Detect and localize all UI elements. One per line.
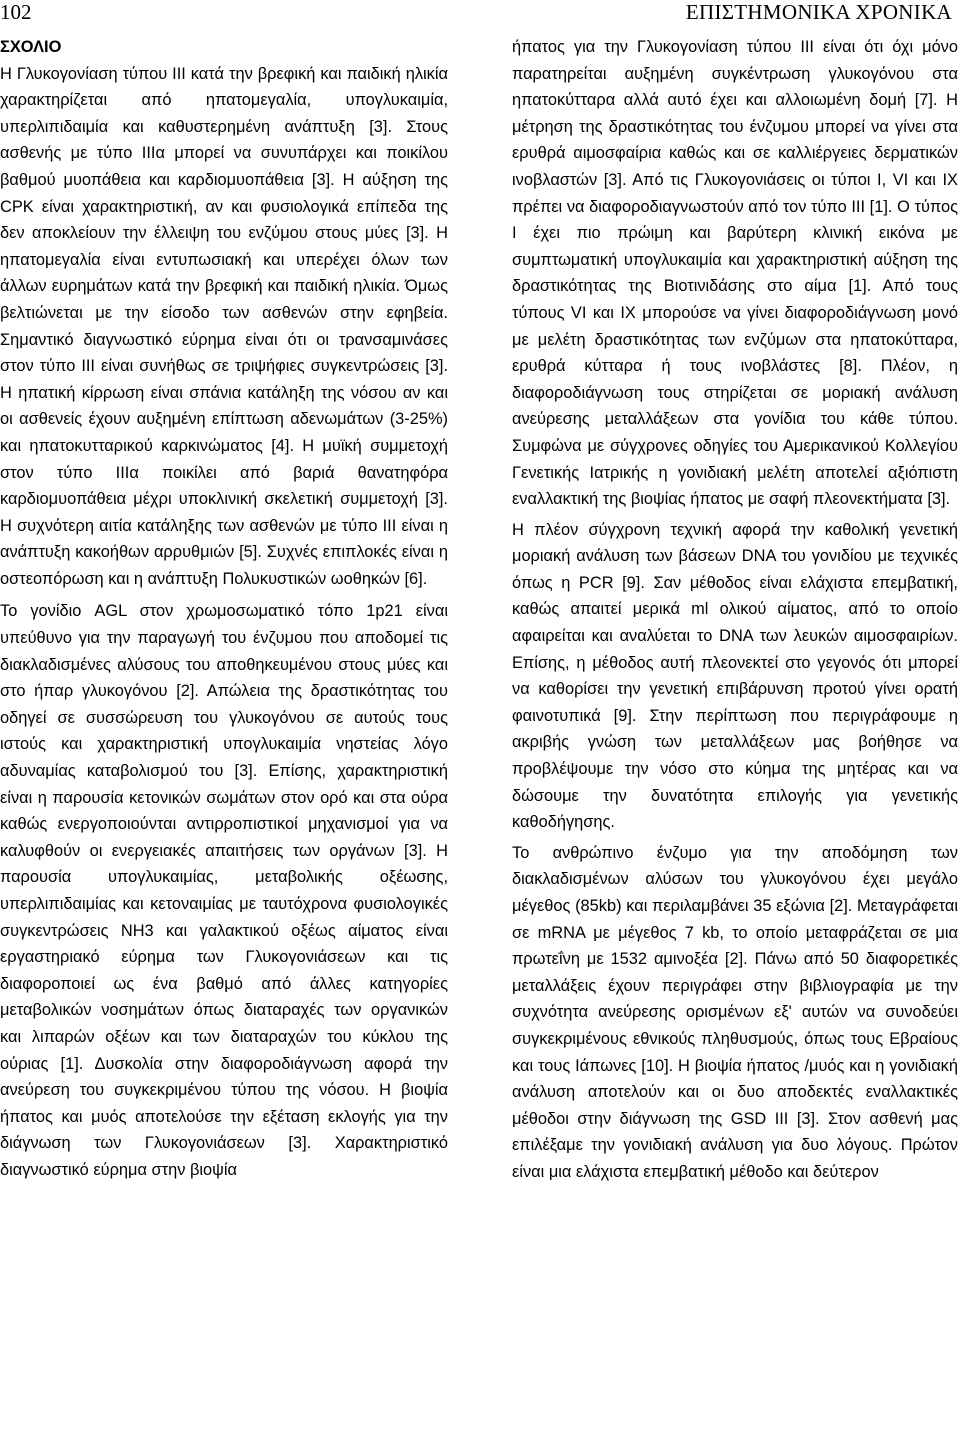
paragraph: Το ανθρώπινο ένζυμο για την αποδόμηση των διακλαδισμένων αλύσων του γλυκογόνου έχει μεγάλο μέγεθος (85kb) και περιλαμβάνει 35 εξώνια [2]. Μεταγράφεται σε mRNA με μέγεθος 7 kb, το οποίο μεταφράζεται σε μια πρωτεΐνη με 1532 αμινοξέα [2]. Πάνω από 50 διαφορετικές μεταλλάξεις έχουν περιγράφει στην βιβλιογραφία με την συχνότητα ανεύρεσης ορισμένων εξ' αυτών να συνοδεύει συγκεκριμένους εθνικούς πληθυσμούς, όπως τους Εβραίους και τους Ιάπωνες [10]. Η βιοψία ήπατος /μυός και η γονιδιακή ανάλυση αποτελούν και οι δυο αποδεκτές εναλλακτικές μέθοδοι στην διάγνωση της GSD III [3]. Στον ασθενή μας επιλέξαμε την γονιδιακή ανάλυση για δυο λόγους. Πρώτον είναι μια ελάχιστα επεμβατική μέθοδο και δεύτερον [512, 843, 958, 1181]
paragraph: Η πλέον σύγχρονη τεχνική αφορά την καθολική γενετική μοριακή ανάλυση των βάσεων DNA του γονιδίου με τεχνικές όπως η PCR [9]. Σαν μέθοδος είναι ελάχιστα επεμβατική, καθώς απαιτεί μερικά ml ολικού αίματος, από το οποίο αφαιρείται και αναλύεται το DNA των λευκών αιμοσφαιρίων. Επίσης, η μέθοδος αυτή πλεονεκτεί στο γεγονός ότι μπορεί να καθορίσει την γενετική επιβάρυνση προτού γίνει ορατή φαινοτυπικά [9]. Στην περίπτωση που περιγράφουμε η ακριβής γνώση των μεταλλάξεων μας βοήθησε να προβλέψουμε την νόσο στο κύημα της μητέρας και να δώσουμε την δυνατότητα επιλογής για γενετικής καθοδήγησης. [512, 520, 958, 832]
left-column [0, 34, 448, 1184]
page-number: 102 [0, 0, 32, 24]
section-heading-comment: ΣΧΟΛΙΟ [0, 38, 62, 56]
paragraph: Η Γλυκογονίαση τύπου ΙΙΙ κατά την βρεφική και παιδική ηλικία χαρακτηρίζεται από ηπατομεγαλία, υπογλυκαιμία, υπερλιπιδαιμία και καθυστερημένη ανάπτυξη [3]. Στους ασθενής με τύπο ΙΙΙα μπορεί να συνυπάρχει και ποικίλου βαθμού μυοπάθεια και καρδιομυοπάθεια [3]. Η αύξηση της CPK είναι χαρακτηριστική, αν και φυσιολογικά επίπεδα της δεν αποκλείουν την έλλειψη του ενζύμου στους μύες [3]. Η ηπατομεγαλία είναι εντυπωσιακή και υπερέχει όλων των άλλων ευρημάτων κατά την βρεφική και παιδική ηλικία. Όμως βελτιώνεται με την είσοδο των ασθενών στην εφηβεία. Σημαντικό διαγνωστικό εύρημα είναι ότι οι τρανσαμινάσες στον τύπο ΙΙΙ είναι συνήθως σε τριψήφιες συγκεντρώσεις [3]. Η ηπατική κίρρωση είναι σπάνια κατάληξη της νόσου αν και οι ασθενείς έχουν αυξημένη επίπτωση αδενωμάτων (3-25%) και ηπατοκυτταρικού καρκινώματος [4]. Η μυϊκή συμμετοχή στον τύπο ΙΙΙα ποικίλει από βαριά θανατηφόρα καρδιομυοπάθεια μέχρι υποκλινική σκελετική συμμετοχή [3]. Η συχνότερη αιτία κατάληξης των ασθενών με τύπο ΙΙΙ είναι η ανάπτυξη κακοήθων αρρυθμιών [5]. Συχνές επιπλοκές είναι η οστεοπόρωση και η ανάπτυξη Πολυκυστικών ωοθηκών [6]. [0, 64, 448, 588]
paragraph: Το γονίδιο AGL στον χρωμοσωματικό τόπο 1p21 είναι υπεύθυνο για την παραγωγή του ένζυμου που αποδομεί τις διακλαδισμένες αλύσους του αποθηκευμένου στους μύες και στο ήπαρ γλυκογόνου [2]. Απώλεια της δραστικότητας του οδηγεί σε συσσώρευση του γλυκογόνου σε αυτούς τους ιστούς και χαρακτηριστική υπογλυκαιμία νηστείας λόγο αδυναμίας καταβολισμού του [3]. Επίσης, χαρακτηριστική είναι η παρουσία κετονικών σωμάτων στον ορό και στα ούρα καθώς ενεργοποιούνται αντιρροπιστικοί μηχανισμοί για να καλυφθούν οι ενεργειακές απαιτήσεις των οργάνων [3]. Η παρουσία υπογλυκαιμίας, μεταβολικής οξέωσης, υπερλιπιδαιμίας και κετοναιμίας με ταυτόχρονα φυσιολογικές συγκεντρώσεις ΝΗ3 και γαλακτικού οξέως αίματος είναι εργαστηριακό εύρημα των Γλυκογονιάσεων και τις διαφοροποιεί ως ένα βαθμό από άλλες κατηγορίες μεταβολικών νοσημάτων όπως διαταραχές των οργανικών και λιπαρών οξέων και των διαταραχών του κύκλου της ούριας [1]. Δυσκολία στην διαφοροδιάγνωση αφορά την ανεύρεση του συγκεκριμένου τύπου της νόσου. Η βιοψία ήπατος και μυός αποτελούσε την εξέταση εκλογής για την διάγνωση των Γλυκογονιάσεων [3]. Χαρακτηριστικό διαγνωστικό εύρημα στην βιοψία [0, 602, 448, 1179]
paragraph: ήπατος για την Γλυκογονίαση τύπου ΙΙΙ είναι ότι όχι μόνο παρατηρείται αυξημένη συγκέντρωση γλυκογόνου στα ηπατοκύτταρα αλλά αυτό έχει και αλλοιωμένη δομή [7]. Η μέτρηση της δραστικότητας του ένζυμου μπορεί να γίνει στα ερυθρά αιμοσφαίρια καθώς και σε καλλιέργειες δερματικών ινοβλαστών [3]. Από τις Γλυκογονιάσεις οι τύποι Ι, VI και IX πρέπει να διαφοροδιαγνωστούν από τον τύπο ΙΙΙ [1]. Ο τύπος Ι έχει πιο πρώιμη και βαρύτερη κλινική εικόνα με συμπτωματική υπογλυκαιμία και χαρακτηριστική αύξηση της δραστικότητας της Βιοτινιδάσης στο αίμα [1]. Από τους τύπους VI και IX μπορούσε να γίνει διαφοροδιάγνωση μονό με μελέτη δραστικότητας των ενζύμων στα ηπατοκύτταρα, ερυθρά κύτταρα ή τους ινοβλάστες [8]. Πλέον, η διαφοροδιάγνωση τους στηρίζεται σε μοριακή ανάλυση ανεύρεσης μεταλλάξεων στα γονίδια του κάθε τύπου. Συμφώνα με σύγχρονες οδηγίες του Αμερικανικού Κολλεγίου Γενετικής Ιατρικής η γονιδιακή μελέτη αποτελεί αξιόπιστη εναλλακτική της βιοψίας ήπατος με σαφή πλεονεκτήματα [3]. [512, 38, 958, 509]
journal-running-head: ΕΠΙΣΤΗΜΟΝΙΚΑ ΧΡΟΝΙΚΑ [685, 0, 952, 24]
right-column [512, 34, 958, 1186]
